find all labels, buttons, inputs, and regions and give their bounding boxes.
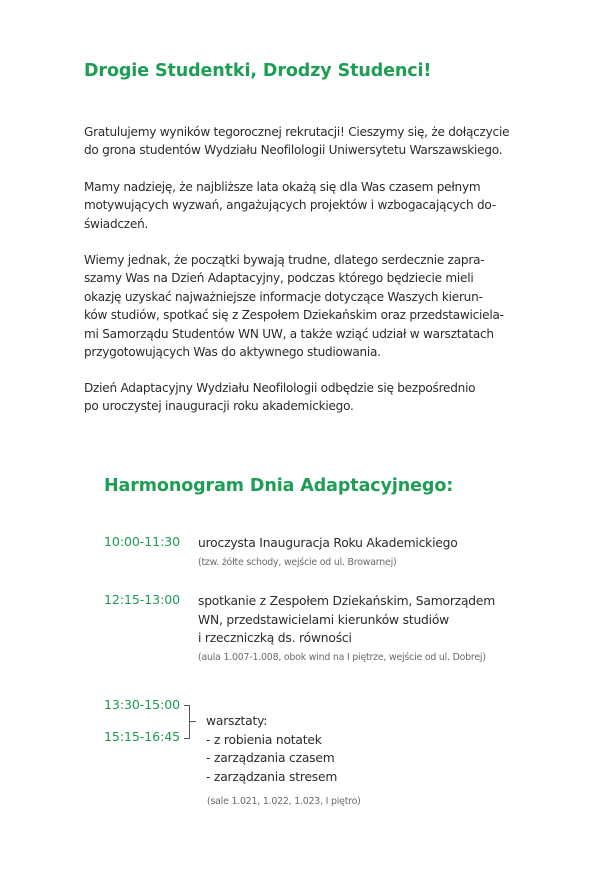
bracket-icon [184,705,190,739]
text-line: i rzeczniczką ds. równości [198,631,352,646]
schedule-description [198,592,495,648]
text-line: do grona studentów Wydziału Neofilologii Uniwersytetu Warszawskiego. [84,143,503,158]
text-line: po uroczystej inauguracji roku akademickiego. [84,399,354,414]
schedule-location-note: (aula 1.007-1.008, obok wind na I piętrze, wejście od ul. Dobrej) [198,652,486,663]
text-line: motywujących wyzwań, angażujących projektów i wzbogacających do- [84,198,496,213]
schedule-location-note: (tzw. żółte schody, wejście od ul. Browarnej) [198,557,397,568]
text-line: świadczeń. [84,216,149,231]
text-line: szamy Was na Dzień Adaptacyjny, podczas którego będziecie mieli [84,271,474,286]
text-line: przygotowujących Was do aktywnego studiowania. [84,345,381,360]
paragraph-invitation [84,251,518,361]
text-line: ków studiów, spotkać się z Zespołem Dziekańskim oraz przedstawiciela- [84,308,504,323]
workshop-time-first: 13:30-15:00 [104,697,181,712]
text-line: Mamy nadzieję, że najbliższe lata okażą się dla Was czasem pełnym [84,180,481,194]
workshop-description [206,712,337,786]
paragraph-hope [84,178,518,233]
text-line: WN, przedstawicielami kierunków studiów [198,612,450,627]
text-line: Wiemy jednak, że początki bywają trudne, dlatego serdecznie zapra- [84,253,485,267]
greeting-heading: Drogie Studentki, Drodzy Studenci! [84,61,432,81]
text-line: Gratulujemy wyników tegorocznej rekrutacji! Cieszymy się, że dołączycie [84,125,510,139]
text-line: Dzień Adaptacyjny Wydziału Neofilologii odbędzie się bezpośrednio [84,381,476,395]
text-line: mi Samorządu Studentów WN UW, a także wziąć udział w warsztatach [84,326,494,341]
text-line: - zarządzania stresem [206,769,338,784]
workshop-location-note: (sale 1.021, 1.022, 1.023, I piętro) [207,796,361,807]
schedule-time: 12:15-13:00 [104,592,181,607]
schedule-description: uroczysta Inauguracja Roku Akademickiego [198,536,458,550]
text-line: warsztaty: [206,714,268,728]
schedule-time: 10:00-11:30 [104,534,181,549]
schedule-heading: Harmonogram Dnia Adaptacyjnego: [104,476,454,496]
text-line: spotkanie z Zespołem Dziekańskim, Samorządem [198,594,496,608]
text-line: - z robienia notatek [206,732,322,747]
workshop-time-second: 15:15-16:45 [104,729,181,744]
text-line: okazję uzyskać najważniejsze informacje dotyczące Waszych kierun- [84,289,483,304]
paragraph-timing [84,379,518,416]
paragraph-congratulations [84,123,518,160]
bracket-tick-icon [189,721,196,722]
text-line: - zarządzania czasem [206,751,335,766]
